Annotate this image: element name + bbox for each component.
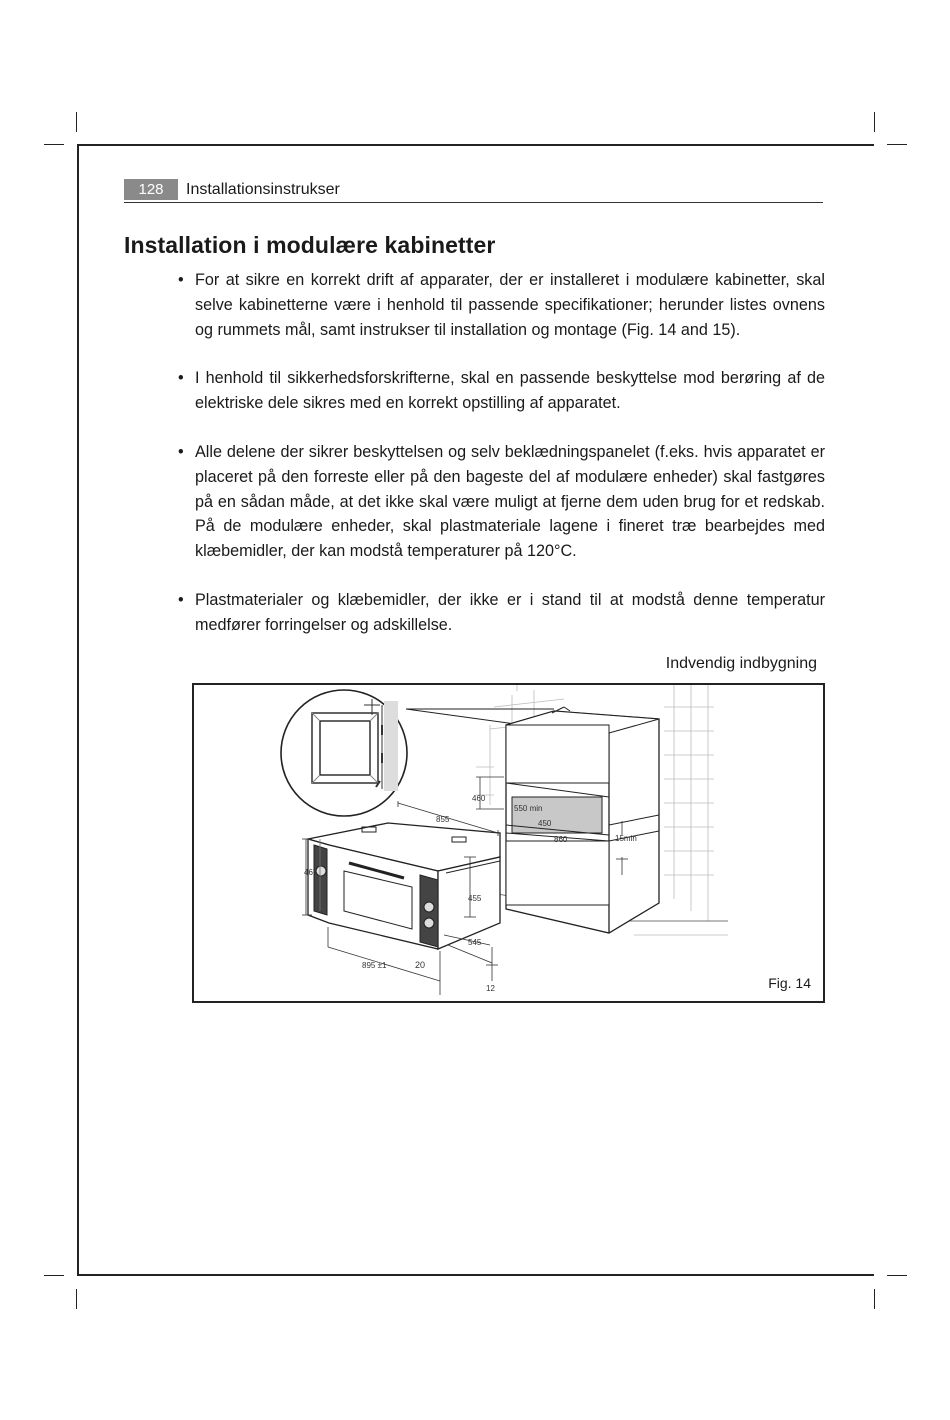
dim-460: 460 [472,794,486,803]
page-frame-top [77,144,874,146]
dim-15min: 15min [615,834,637,843]
crop-mark [76,1289,77,1309]
cabinet [506,707,659,933]
dim-20: 20 [415,960,426,970]
figure-label: Fig. 14 [768,975,811,991]
page-frame-bottom [77,1274,874,1276]
oven [308,823,500,949]
crop-mark [874,1289,875,1309]
page-number: 128 [124,179,178,200]
bullet-item: • I henhold til sikkerhedsforskrifterne, skal en passende beskyttelse mod berøring af de elektriske dele sikres med en korrekt opstilling af apparatet. [176,366,825,416]
dim-550-min: 550 min [514,804,543,813]
dim-860: 860 [554,835,568,844]
figure-caption: Indvendig indbygning [665,655,817,672]
bullet-item: • Alle delene der sikrer beskyttelsen og selv beklædningspanelet (f.eks. hvis apparatet er placeret på den forreste eller på den bageste del af modulære enheder) skal fastgøres på en sådan måde, at det ikke skal være muligt at fjerne dem uden brug for et redskab. På de modulære enheder, skal plastmateriale lagene i fineret træ bearbejdes med klæbemidler, der kan modstå temperaturer på 120°C. [176,440,825,564]
dim-450: 450 [538,819,552,828]
crop-mark [874,112,875,132]
crop-mark [887,144,907,145]
header-rule [124,202,823,203]
crop-mark [887,1275,907,1276]
dim-467: 467 [304,868,318,877]
bullet-item: • For at sikre en korrekt drift af apparater, der er installeret i modulære kabinetter, skal selve kabinetterne være i henhold til passende specifikationer; herunder listes ovnens og rummets mål, samt instrukser til installation og montage (Fig. 14 and 15). [176,268,825,342]
dim-855: 855 [436,815,450,824]
dim-545: 545 [468,938,482,947]
page-heading: Installation i modulære kabinetter [124,232,496,258]
bullet-list [176,268,825,662]
figure-14 [192,683,825,1003]
crop-mark [44,144,64,145]
section-title: Installationsinstrukser [186,181,340,198]
crop-mark [44,1275,64,1276]
dim-12: 12 [486,984,495,993]
installation-diagram [194,685,823,1001]
crop-mark [76,112,77,132]
bullet-item: • Plastmaterialer og klæbemidler, der ikke er i stand til at modstå denne temperatur medfører forringelser og adskillelse. [176,588,825,638]
dim-455: 455 [468,894,482,903]
dim-895: 895 ±1 [362,961,387,970]
page-frame-left [77,144,79,1276]
